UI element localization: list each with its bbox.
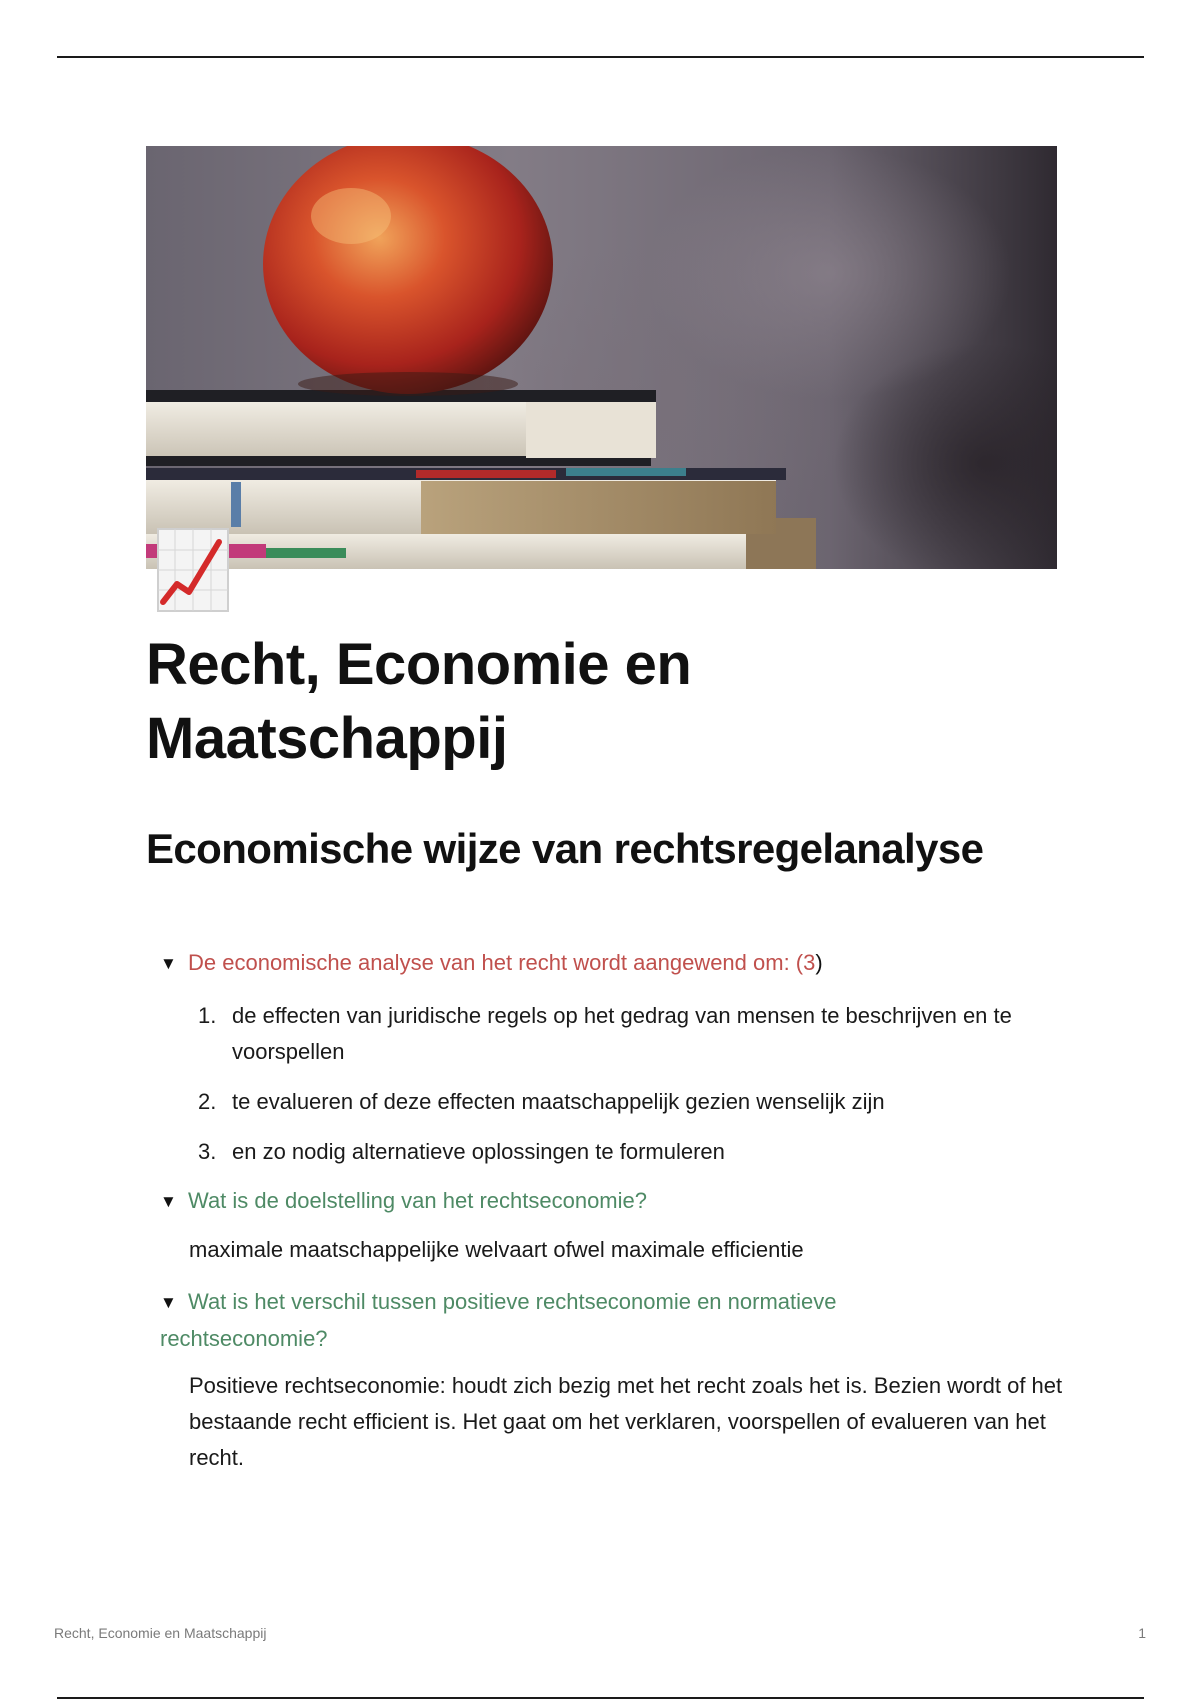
section-heading: Economische wijze van rechtsregelanalyse [146,825,984,872]
list-item: 3. en zo nodig alternatieve oplossingen te formuleren [198,1139,725,1164]
list-item: 1. de effecten van juridische regels op het gedrag van mensen te beschrijven en te voorspellen [198,1003,1012,1064]
toggle-answer: Positieve rechtseconomie: houdt zich bezig met het recht zoals het is. Bezien wordt of het bestaande recht efficient is. Het gaat om het verklaren, voorspellen of evalueren van het recht. [189,1373,1063,1470]
footer-page-number: 1 [1138,1625,1146,1641]
page-title: Recht, Economie en Maatschappij [146,632,692,771]
toggle-triangle-icon[interactable]: ▼ [160,954,177,973]
toggle-triangle-icon[interactable]: ▼ [160,1192,177,1211]
toggle-triangle-icon[interactable]: ▼ [160,1293,177,1312]
toggle-verschil[interactable] [160,1284,1060,1357]
cover-image [146,146,1057,569]
numbered-list [198,998,1058,1184]
apple-on-books-illustration [146,146,1057,569]
list-item: 2. te evalueren of deze effecten maatschappelijk gezien wenselijk zijn [198,1089,885,1114]
footer-title: Recht, Economie en Maatschappij [54,1625,267,1641]
bottom-rule [57,1697,1144,1699]
top-rule [57,56,1144,58]
toggle-doelstelling[interactable] [160,1183,1060,1220]
toggle-answer: maximale maatschappelijke welvaart ofwel maximale efficientie [189,1237,804,1262]
toggle-question-line: rechtseconomie? [160,1326,328,1351]
toggle-question-line: Wat is het verschil tussen positieve rechtseconomie en normatieve [188,1289,837,1314]
chart-increasing-icon [157,528,229,612]
toggle-aanwending[interactable] [160,945,1060,982]
toggle-question: Wat is de doelstelling van het rechtseconomie? [188,1188,647,1213]
toggle-question: De economische analyse van het recht wordt aangewend om: (3) [188,950,823,975]
